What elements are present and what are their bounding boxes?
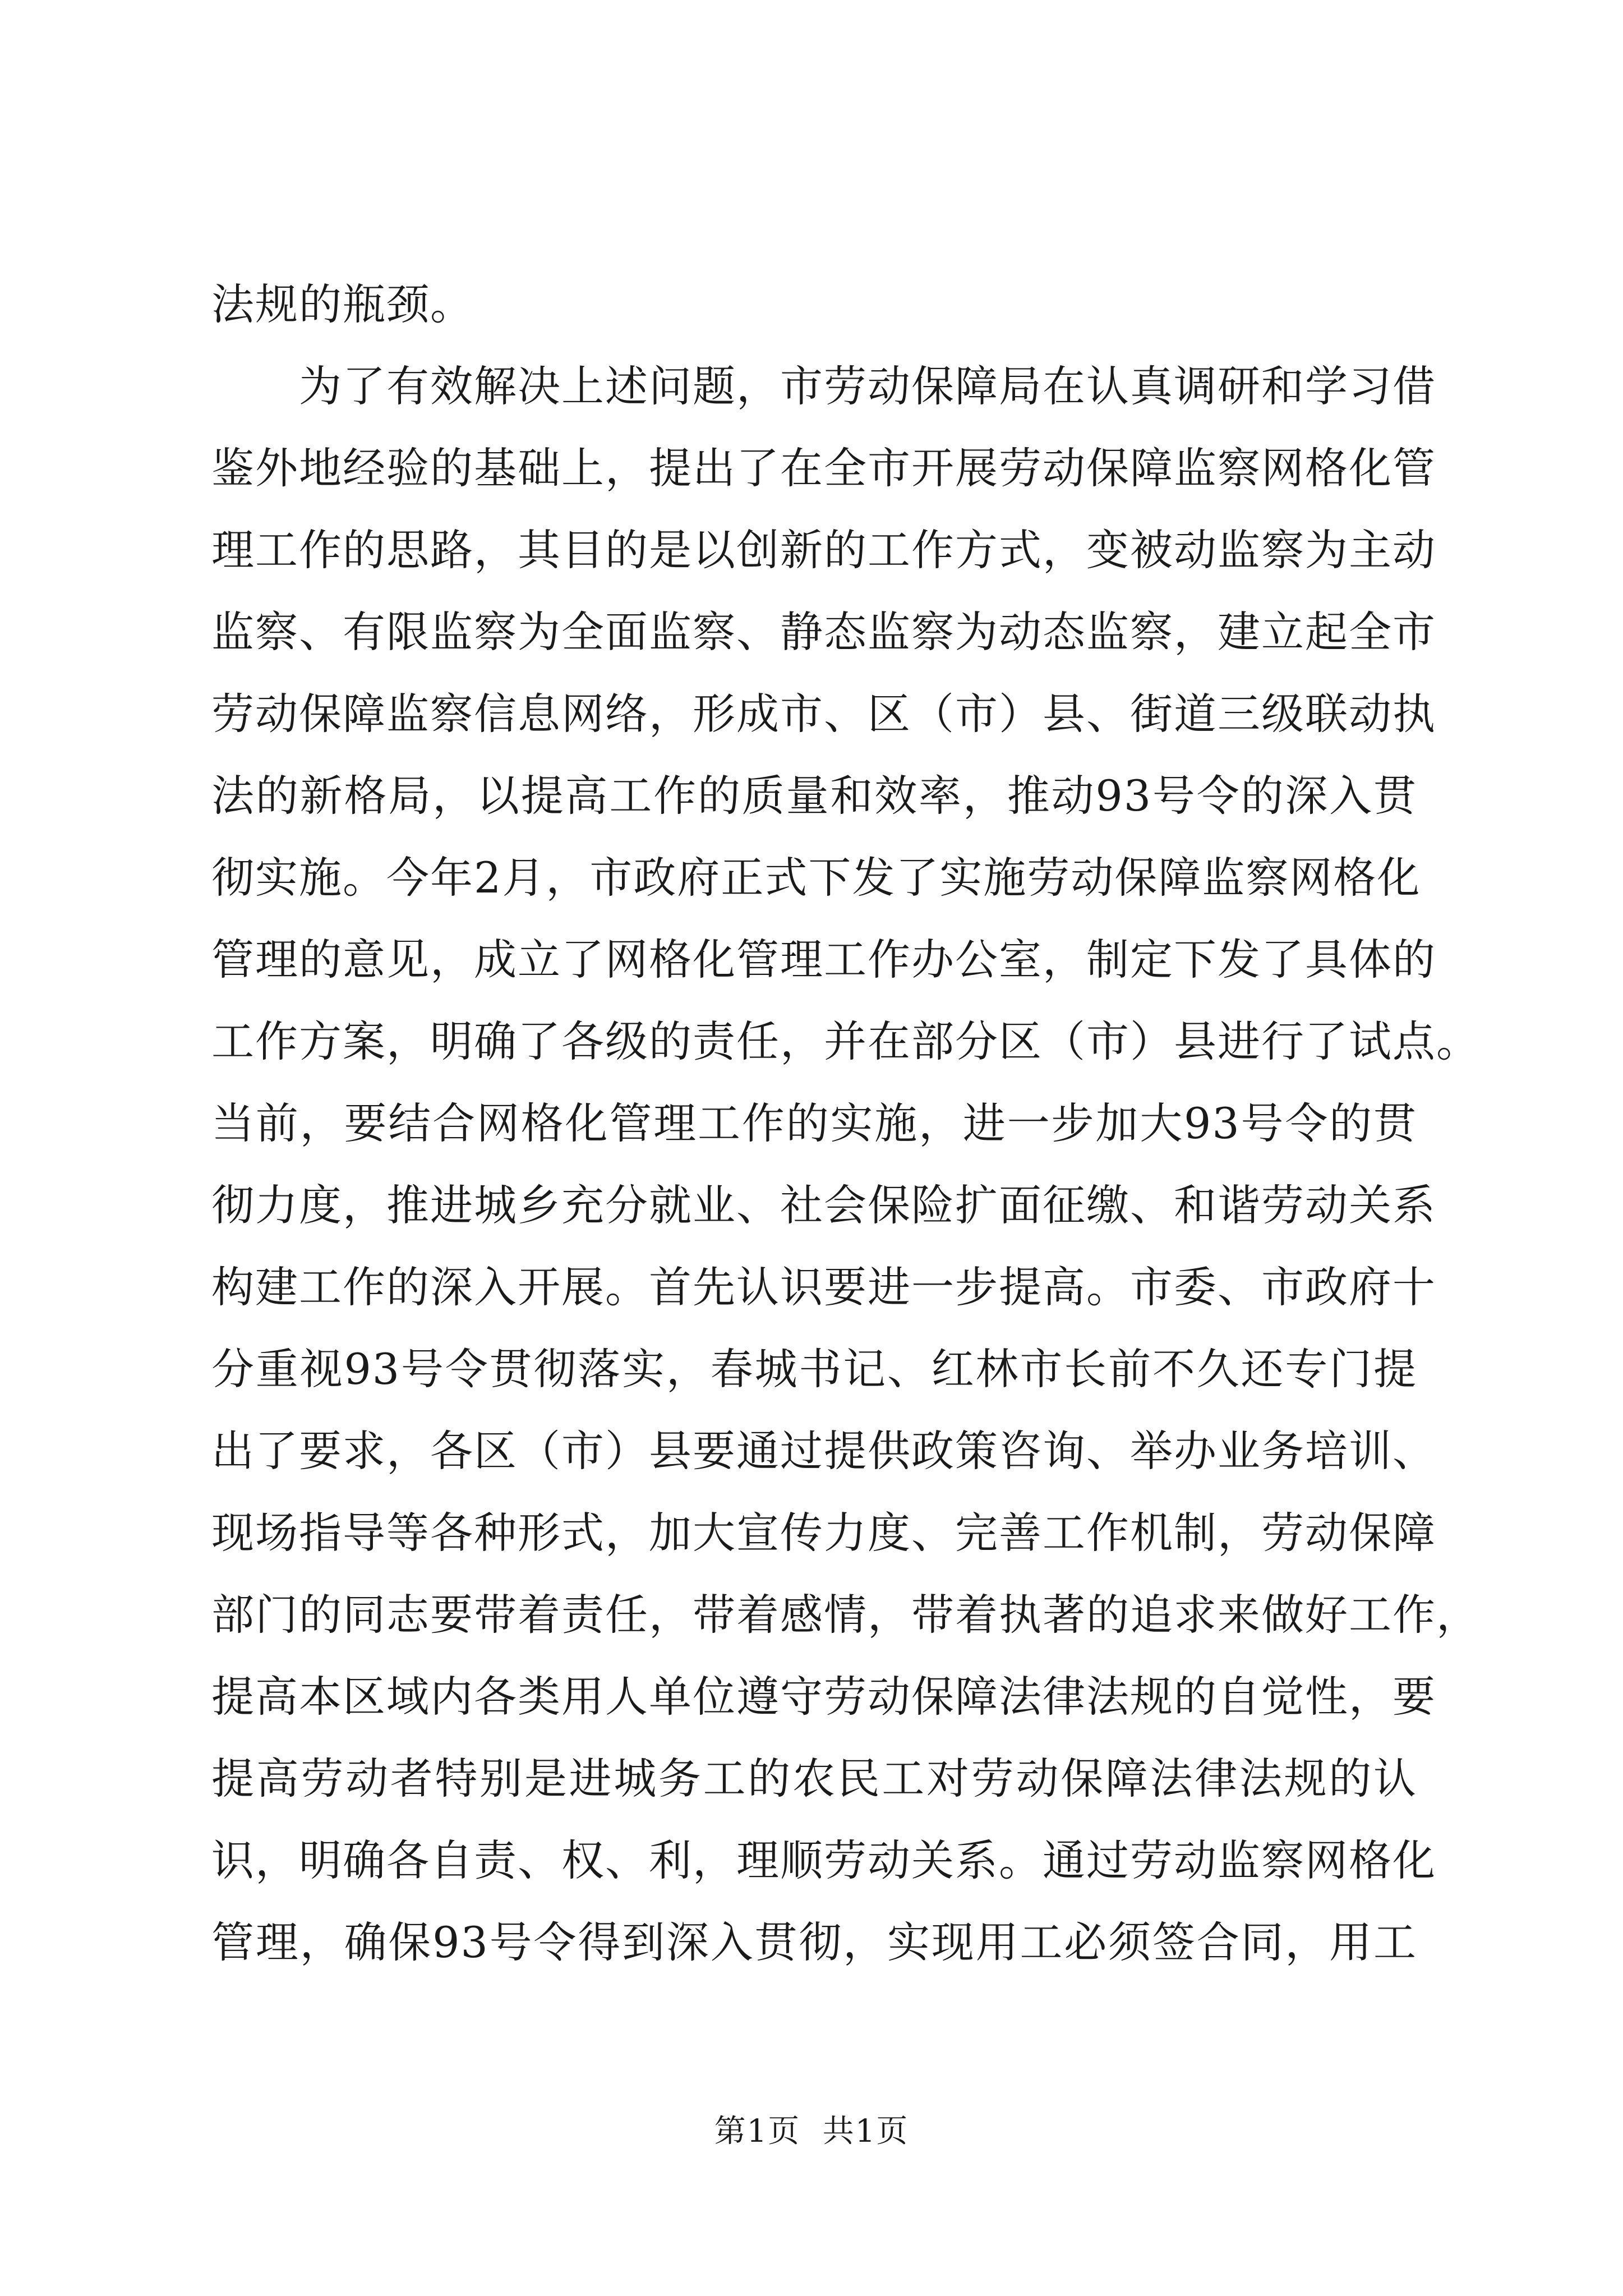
body-text	[211, 264, 1480, 1984]
text-line: 构建工作的深入开展。首先认识要进一步提高。市委、市政府十	[211, 1262, 1436, 1312]
text-line: 工作方案，明确了各级的责任，并在部分区（市）县进行了试点。	[211, 1016, 1480, 1066]
text-line: 出了要求，各区（市）县要通过提供政策咨询、举办业务培训、	[211, 1426, 1436, 1476]
text-line: 法规的瓶颈。	[211, 279, 474, 329]
page-footer: 第1页 共1页	[714, 2113, 909, 2150]
text-line: 劳动保障监察信息网络，形成市、区（市）县、街道三级联动执	[211, 689, 1436, 739]
text-line: 提高本区域内各类用人单位遵守劳动保障法律法规的自觉性，要	[211, 1672, 1436, 1722]
text-line: 彻实施。今年2月，市政府正式下发了实施劳动保障监察网格化	[211, 853, 1421, 903]
text-line: 识，明确各自责、权、利，理顺劳动关系。通过劳动监察网格化	[211, 1835, 1436, 1885]
text-line: 管理的意见，成立了网格化管理工作办公室，制定下发了具体的	[211, 935, 1436, 984]
text-line: 为了有效解决上述问题，市劳动保障局在认真调研和学习借	[299, 361, 1436, 411]
text-line: 理工作的思路，其目的是以创新的工作方式，变被动监察为主动	[211, 525, 1436, 575]
text-line: 当前，要结合网格化管理工作的实施，进一步加大93号令的贯	[211, 1098, 1417, 1148]
text-line: 彻力度，推进城乡充分就业、社会保险扩面征缴、和谐劳动关系	[211, 1180, 1436, 1230]
text-line: 部门的同志要带着责任，带着感情，带着执著的追求来做好工作，	[211, 1590, 1480, 1640]
text-line: 鉴外地经验的基础上，提出了在全市开展劳动保障监察网格化管	[211, 443, 1436, 493]
text-line: 提高劳动者特别是进城务工的农民工对劳动保障法律法规的认	[211, 1754, 1417, 1803]
text-line: 分重视93号令贯彻落实，春城书记、红林市长前不久还专门提	[211, 1344, 1417, 1394]
text-line: 现场指导等各种形式，加大宣传力度、完善工作机制，劳动保障	[211, 1508, 1436, 1558]
text-line: 法的新格局，以提高工作的质量和效率，推动93号令的深入贯	[211, 771, 1417, 821]
text-line: 管理，确保93号令得到深入贯彻，实现用工必须签合同，用工	[211, 1917, 1417, 1967]
text-line: 监察、有限监察为全面监察、静态监察为动态监察，建立起全市	[211, 607, 1436, 657]
